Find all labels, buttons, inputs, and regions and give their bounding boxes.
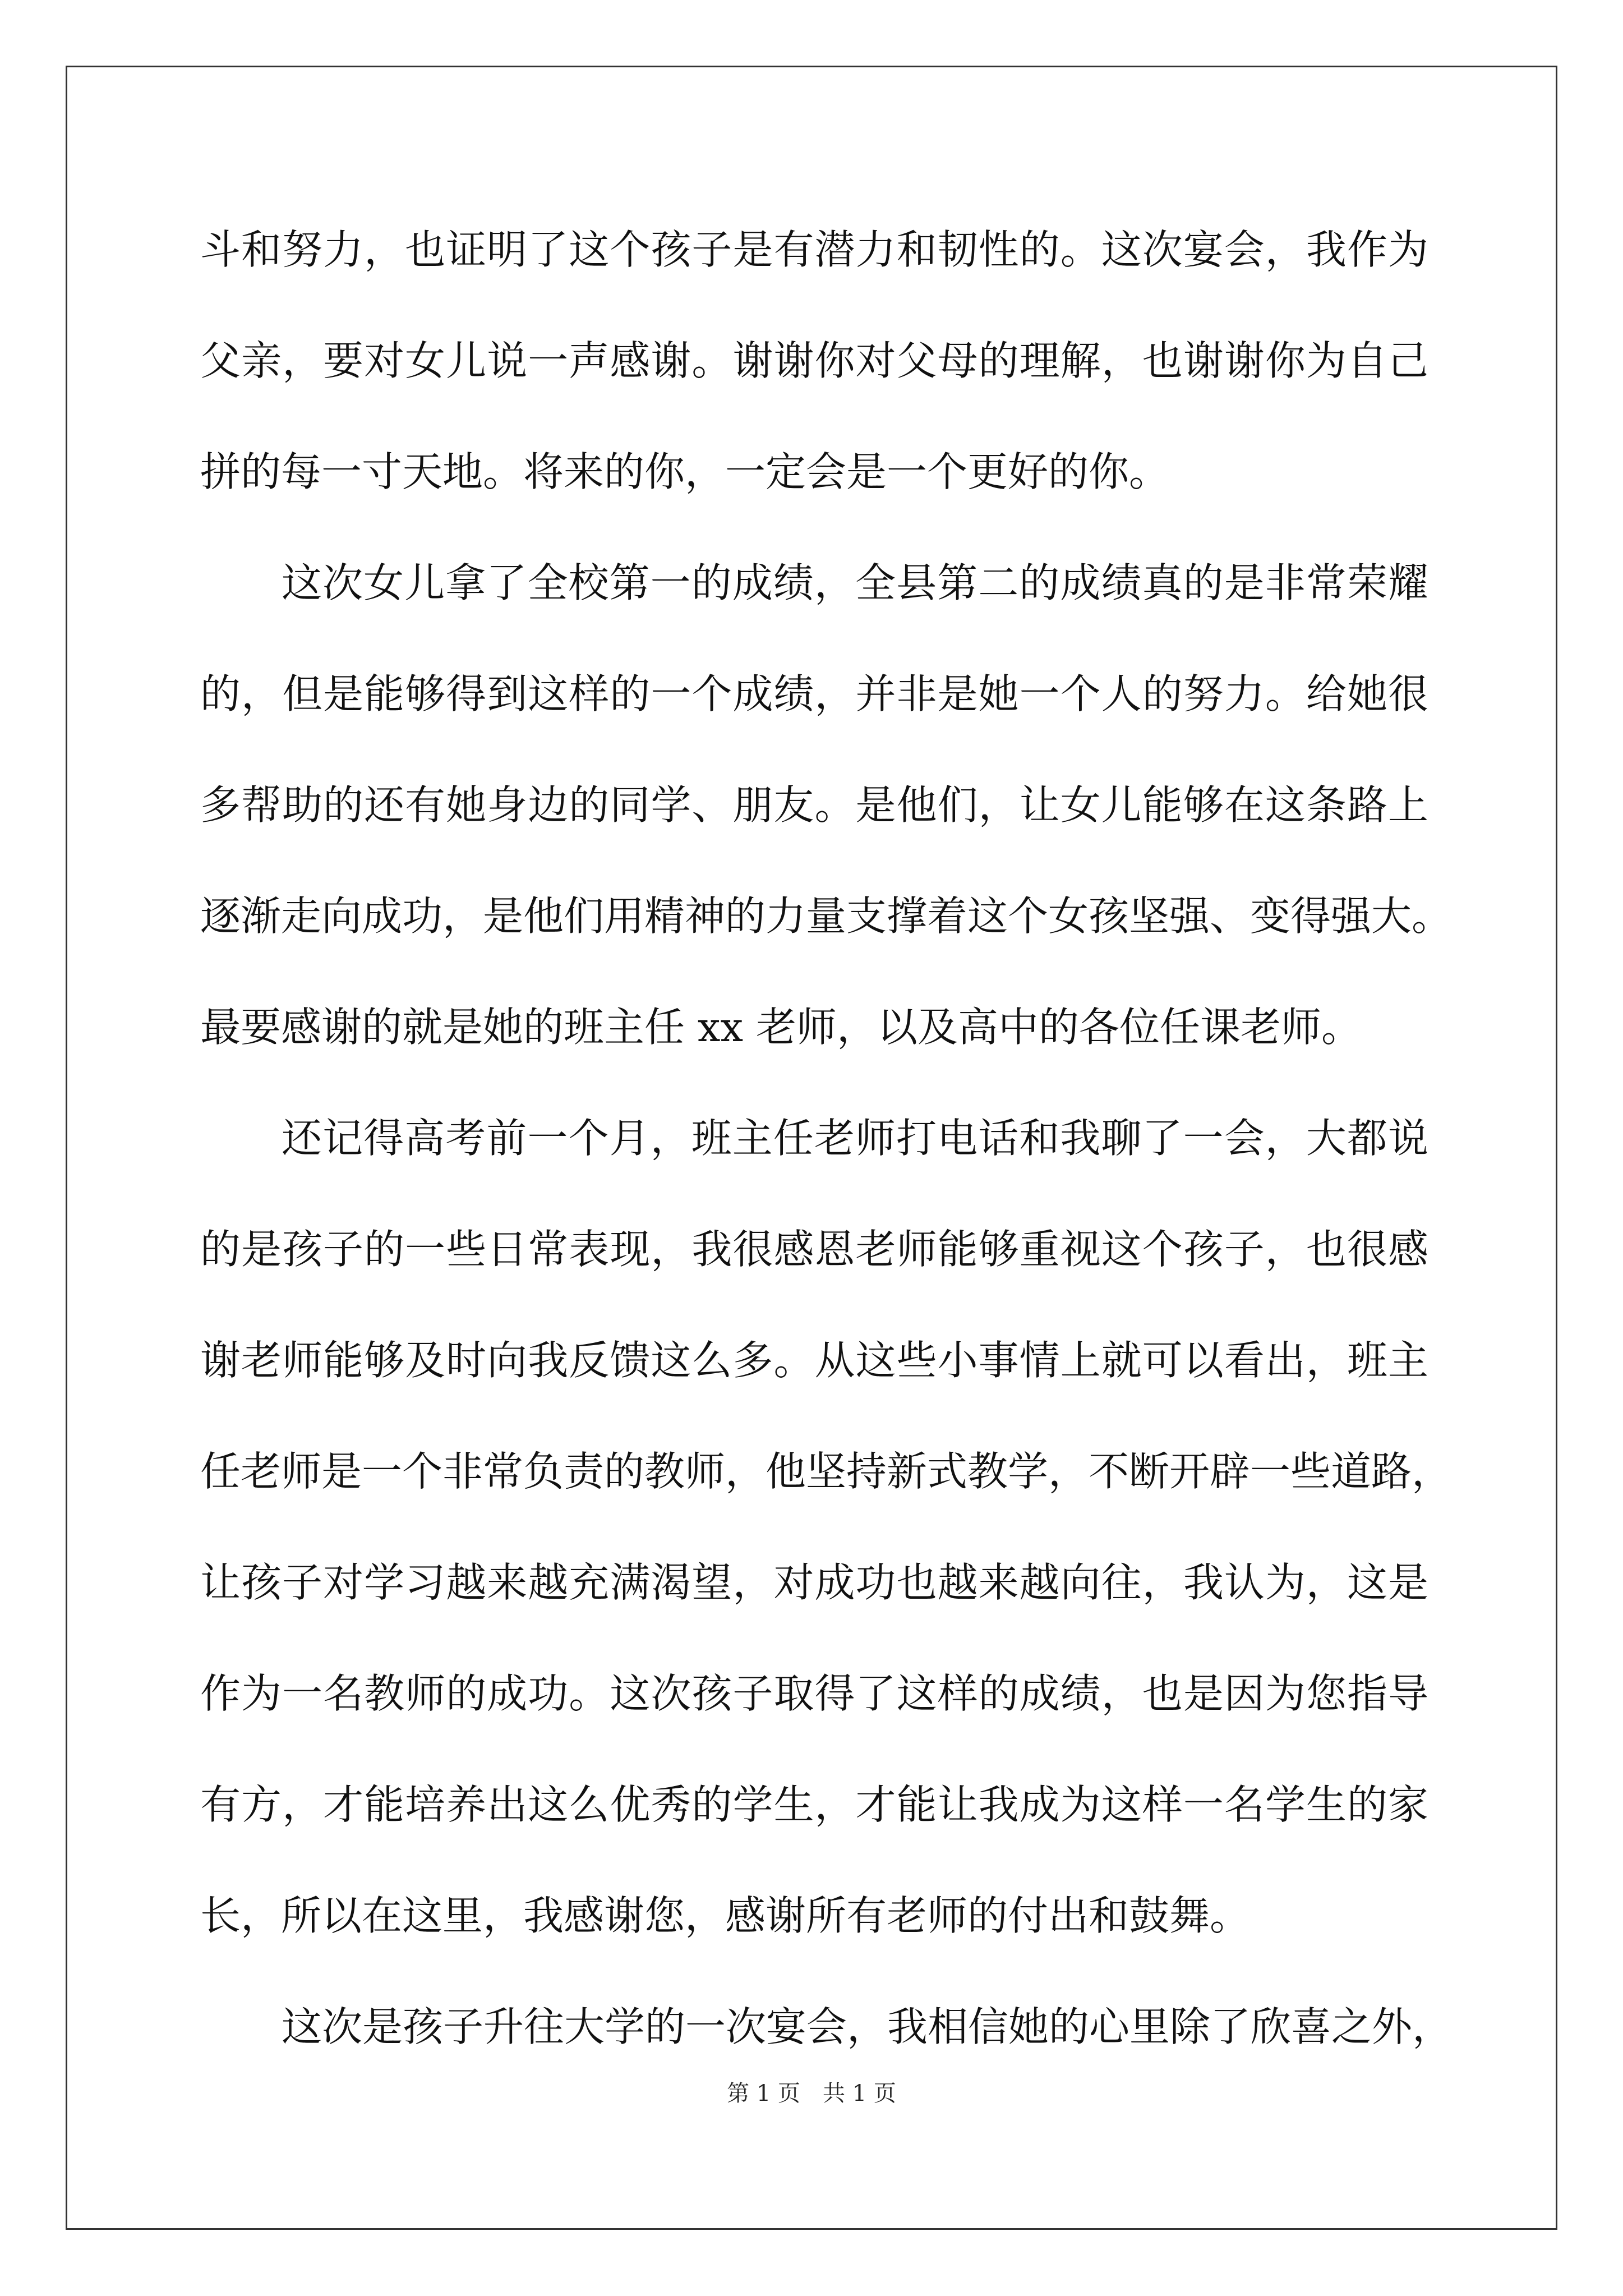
text-line: 多帮助的还有她身边的同学、朋友。是他们，让女儿能够在这条路上 [200,781,1428,829]
text-line: 还记得高考前一个月，班主任老师打电话和我聊了一会，大都说 [282,1115,1428,1162]
text-line: 这次是孩子升往大学的一次宴会，我相信她的心里除了欣喜之外， [282,2003,1453,2050]
text-line: 谢老师能够及时向我反馈这么多。从这些小事情上就可以看出，班主 [200,1337,1428,1384]
text-line: 让孩子对学习越来越充满渴望，对成功也越来越向往，我认为，这是 [200,1559,1428,1606]
text-line: 长，所以在这里，我感谢您，感谢所有老师的付出和鼓舞。 [200,1892,1251,1939]
page-footer: 第 1 页 共 1 页 [727,2081,896,2106]
text-line: 斗和努力，也证明了这个孩子是有潜力和韧性的。这次宴会，我作为 [200,226,1428,273]
text-line: 拼的每一寸天地。将来的你，一定会是一个更好的你。 [200,448,1170,495]
text-line: 最要感谢的就是她的班主任 xx 老师，以及高中的各位任课老师。 [200,1004,1362,1051]
text-line: 有方，才能培养出这么优秀的学生，才能让我成为这样一名学生的家 [200,1781,1428,1828]
text-line: 的是孩子的一些日常表现，我很感恩老师能够重视这个孩子，也很感 [200,1226,1428,1273]
text-line: 逐渐走向成功，是他们用精神的力量支撑着这个女孩坚强、变得强大。 [200,892,1453,940]
text-line: 的，但是能够得到这样的一个成绩，并非是她一个人的努力。给她很 [200,670,1428,717]
text-line: 作为一名教师的成功。这次孩子取得了这样的成绩，也是因为您指导 [200,1670,1428,1717]
text-line: 这次女儿拿了全校第一的成绩，全县第二的成绩真的是非常荣耀 [282,559,1428,606]
text-line: 任老师是一个非常负责的教师，他坚持新式教学，不断开辟一些道路， [200,1448,1453,1495]
text-line: 父亲，要对女儿说一声感谢。谢谢你对父母的理解，也谢谢你为自己 [200,337,1428,384]
